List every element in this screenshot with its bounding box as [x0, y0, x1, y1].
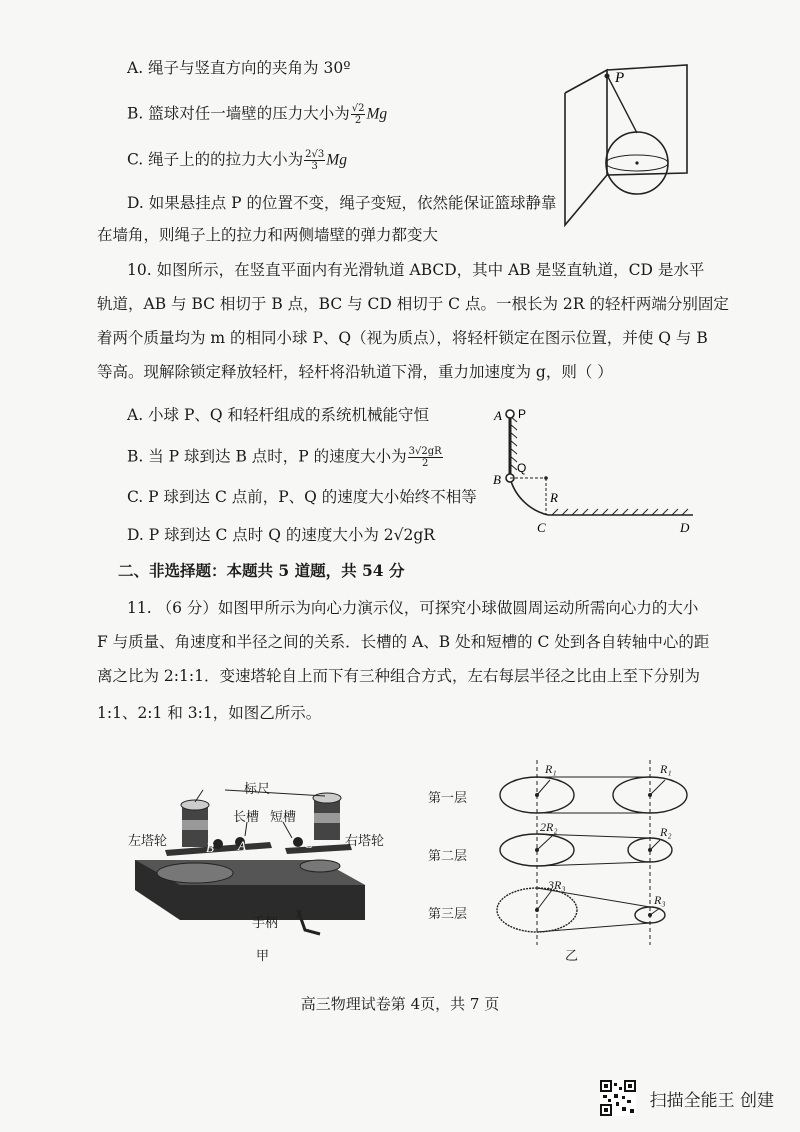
label-d: D [680, 520, 690, 535]
layer3-left-center [535, 908, 539, 912]
qr-code-icon [600, 1080, 636, 1116]
q9-option-a: A. 绳子与竖直方向的夹角为 30º [127, 59, 351, 77]
label-b: B [206, 840, 214, 855]
label-r: R [550, 490, 558, 505]
fraction-numerator: 2√3 [305, 149, 325, 160]
ball-b [213, 839, 223, 849]
layer2-right-center [648, 848, 652, 852]
label-long-slot: 长槽 [233, 810, 260, 825]
fraction-numerator: 3√2gR [408, 446, 442, 457]
ball-p [506, 410, 514, 418]
label-c: C [537, 520, 546, 535]
q10-option-c: C. P 球到达 C 点前，P、Q 的速度大小始终不相等 [127, 488, 477, 506]
q10-figure [488, 402, 698, 538]
layer1-right-radius [650, 780, 665, 795]
fraction-denominator: 2 [421, 458, 429, 469]
right-tower-wheel [300, 860, 340, 872]
label-p: P [518, 407, 527, 421]
section-2-title: 二、非选择题：本题共 5 道题，共 54 分 [118, 561, 405, 580]
q9-option-d-line1: D. 如果悬挂点 P 的位置不变，绳子变短，依然能保证篮球静靠 [127, 194, 557, 212]
label-layer1-left-radius: R₁ [545, 762, 557, 776]
wall-left [565, 70, 607, 225]
fraction-denominator: 3 [311, 161, 318, 172]
q10-stem-line4: 等高。现解除锁定释放轻杆，轻杆将沿轨道下滑，重力加速度为 g，则（ ） [97, 363, 613, 381]
label-c: C [304, 836, 313, 851]
q10-stem-line1: 10. 如图所示，在竖直平面内有光滑轨道 ABCD，其中 AB 是竖直轨道，CD 是水平 [127, 261, 705, 279]
label-layer2-right-radius: R₂ [660, 825, 672, 839]
right-spring [314, 813, 340, 823]
q10-option-b-text: B. 当 P 球到达 B 点时，P 的速度大小为 [127, 447, 407, 466]
label-a: A [238, 838, 246, 853]
label-layer3-right-radius: R₃ [654, 893, 666, 907]
ruler-leader-right [225, 790, 325, 796]
q9-option-c-unit: Mg [326, 151, 347, 169]
watermark-text: 扫描全能王 创建 [649, 1091, 774, 1111]
label-b: B [493, 472, 501, 487]
label-left-wheel: 左塔轮 [128, 834, 168, 849]
q10-option-b [127, 446, 444, 469]
q10-option-b-fraction [408, 446, 443, 469]
layer2-left-radius [537, 836, 552, 850]
ball-center [635, 161, 638, 164]
ball-c [293, 837, 303, 847]
label-p: P [615, 70, 625, 86]
q10-option-a: A. 小球 P、Q 和轻杆组成的系统机械能守恒 [127, 406, 430, 424]
q9-figure [555, 55, 695, 230]
q11-stem-line1: 11. （6 分）如图甲所示为向心力演示仪，可探究小球做圆周运动所需向心力的大小 [127, 599, 699, 617]
label-ruler: 标尺 [244, 782, 271, 797]
layer1-left-radius [537, 780, 550, 795]
label-layer1-right-radius: R₁ [660, 762, 672, 776]
label-layer1: 第一层 [428, 791, 468, 806]
q9-option-b [127, 103, 387, 126]
fraction-denominator: 2 [354, 115, 362, 126]
layer2-left-center [535, 848, 539, 852]
label-layer3: 第三层 [428, 907, 468, 922]
q9-option-d-line2: 在墙角，则绳子上的拉力和两侧墙壁的弹力都变大 [97, 226, 439, 244]
q9-option-c [127, 149, 347, 172]
page-footer: 高三物理试卷第 4页，共 7 页 [300, 995, 500, 1013]
q11-stem-line2: F 与质量、角速度和半径之间的关系．长槽的 A、B 处和短槽的 C 处到各自转轴中心的距 [97, 633, 710, 651]
label-q: Q [517, 461, 527, 475]
q9-option-c-text: C. 绳子上的的拉力大小为 [127, 150, 304, 169]
layer2-right-radius [650, 840, 660, 850]
fig-jia-caption: 甲 [256, 949, 270, 964]
q9-option-c-fraction [304, 149, 325, 172]
q9-option-b-unit: Mg [366, 105, 388, 123]
right-ruler-top [313, 793, 341, 803]
label-layer3-left-radius: 3R₃ [548, 878, 566, 892]
q11-stem-line3: 离之比为 2:1:1．变速塔轮自上而下有三种组合方式，左右每层半径之比由上至下分别为 [97, 667, 700, 685]
left-tower-wheel [157, 863, 233, 883]
q9-option-b-text: B. 篮球对任一墙壁的压力大小为 [127, 104, 350, 123]
arc-center [544, 476, 548, 480]
layer3-left-radius [537, 890, 552, 910]
label-right-wheel: 右塔轮 [345, 834, 385, 849]
suspension-point [605, 74, 610, 79]
q9-option-b-fraction [351, 103, 366, 126]
label-layer2: 第二层 [428, 849, 468, 864]
layer3-right-center [648, 913, 652, 917]
label-layer2-left-radius: 2R₂ [540, 820, 558, 834]
fraction-numerator: √2 [351, 103, 365, 114]
layer3-belt-bottom [537, 923, 650, 932]
track-bc [510, 478, 548, 515]
fig-yi-caption: 乙 [565, 949, 579, 964]
q10-option-d: D. P 球到达 C 点时 Q 的速度大小为 2√2gR [127, 526, 435, 544]
layer1-left-center [535, 793, 539, 797]
label-a: A [494, 408, 502, 423]
q10-stem-line2: 轨道，AB 与 BC 相切于 B 点，BC 与 CD 相切于 C 点。一根长为 2R 的轻杆两端分别固定 [97, 295, 729, 313]
q11-stem-line4: 1:1、2:1 和 3:1，如图乙所示。 [97, 704, 322, 722]
track-cd-hatching [552, 509, 688, 515]
q10-stem-line3: 着两个质量均为 m 的相同小球 P、Q（视为质点），将轻杆锁定在图示位置，并使 Q 与 B [97, 329, 708, 347]
label-handle: 手柄 [252, 916, 279, 931]
fig-yi-tower-wheels [490, 760, 690, 950]
left-spring [182, 820, 208, 830]
label-short-slot: 短槽 [270, 810, 297, 825]
layer1-right-center [648, 793, 652, 797]
